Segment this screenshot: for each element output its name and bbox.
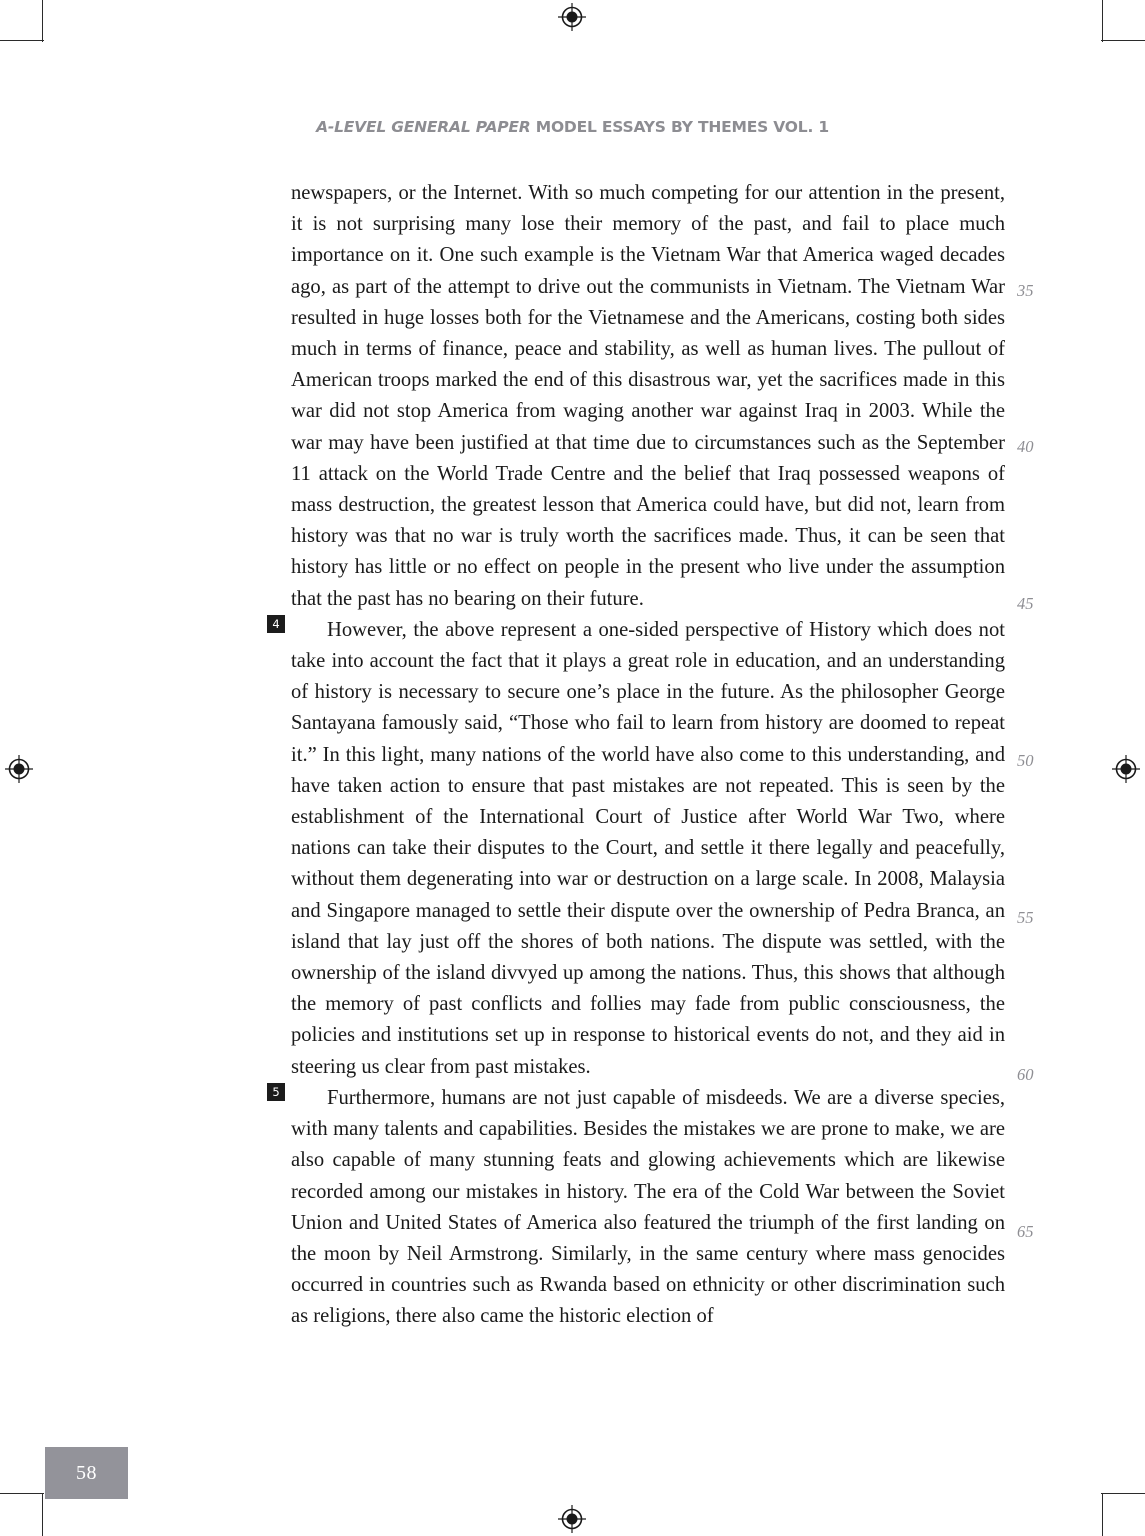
line-number-65: 65 [1017,1222,1034,1241]
paragraph-4 [272,615,1005,1083]
line-number-40: 40 [1017,437,1034,456]
crop-mark-bottom-left-vertical [42,1494,43,1536]
registration-target-icon-right [1111,754,1141,784]
paragraph-5 [272,1083,1005,1333]
crop-mark-bottom-right-vertical [1102,1494,1103,1536]
running-head-title-bold: MODEL ESSAYS BY THEMES VOL. 1 [530,118,829,136]
crop-mark-bottom-right-horizontal [1101,1493,1145,1494]
page-number: 58 [76,1462,97,1484]
line-number-35: 35 [1017,281,1034,300]
line-number-45: 45 [1017,594,1034,613]
paragraph-number-badge-4: 4 [267,615,285,633]
paragraph-text: newspapers, or the Internet. With so much competing for our attention in the present, it is not surprising many lose their memory of the past, and fail to place much importance on it. One such example is the Vietnam War that America waged decades ago, as part of the attempt to drive out the communists in Vietnam. The Vietnam War resulted in huge losses both for the Vietnamese and the Americans, costing both sides much in terms of finance, peace and stability, as well as human lives. The pullout of American troops marked the end of this disastrous war, yet the sacrifices made in this war did not stop America from waging another war against Iraq in 2003. While the war may have been justified at that time due to circumstances such as the September 11 attack on the World Trade Centre and the belief that Iraq possessed weapons of mass destruction, the greatest lesson that America could have, but did not, learn from history was that no war is truly worth the sacrifices made. Thus, it can be seen that history has little or no effect on people in the present who live under the assumption that the past has no bearing on their future. [291,182,1005,610]
paragraph-number-badge-5: 5 [267,1083,285,1101]
running-head-title-italic: A-LEVEL GENERAL PAPER [316,118,531,136]
crop-mark-top-left-horizontal [0,40,44,41]
line-number-50: 50 [1017,751,1034,770]
registration-target-icon-top [557,2,587,32]
crop-mark-bottom-left-horizontal [0,1493,44,1494]
crop-mark-top-right-horizontal [1101,40,1145,41]
running-head [0,118,1145,136]
line-number-60: 60 [1017,1065,1034,1084]
line-number-55: 55 [1017,908,1034,927]
body-text-column [272,178,1005,1333]
registration-target-icon-left [4,754,34,784]
paragraph-continued [291,178,1005,615]
crop-mark-top-right-vertical [1102,0,1103,42]
paragraph-text: Furthermore, humans are not just capable of misdeeds. We are a diverse species, with many talents and capabilities. Besides the mistakes we are prone to make, we are also capable of many stunning feats and glowing achievements which are likewise recorded among our mistakes in history. The era of the Cold War between the Soviet Union and United States of America also featured the triumph of the first landing on the moon by Neil Armstrong. Similarly, in the same century where mass genocides occurred in countries such as Rwanda based on ethnicity or other discrimination such as religions, there also came the historic election of [291,1086,1005,1328]
crop-mark-top-left-vertical [42,0,43,42]
paragraph-text: However, the above represent a one-sided perspective of History which does not take into account the fact that it plays a great role in education, and an understanding of history is necessary to secure one’s place in the future. As the philosopher George Santayana famously said, “Those who fail to learn from history are doomed to repeat it.” In this light, many nations of the world have also come to this understanding, and have taken action to ensure that past mistakes are not repeated. This is seen by the establishment of the International Court of Justice after World War Two, where nations can take their disputes to the Court, and settle it there legally and peacefully, without them degenerating into war or destruction on a large scale. In 2008, Malaysia and Singapore managed to settle their dispute over the ownership of Pedra Branca, an island that lay just off the shores of both nations. The dispute was settled, with the ownership of the island divvyed up among the nations. Thus, this shows that although the memory of past conflicts and follies may fade from public consciousness, the policies and institutions set up in response to historical events do not, and they aid in steering us clear from past mistakes. [291,618,1005,1078]
folio-block [45,1447,128,1499]
registration-target-icon-bottom [557,1504,587,1534]
